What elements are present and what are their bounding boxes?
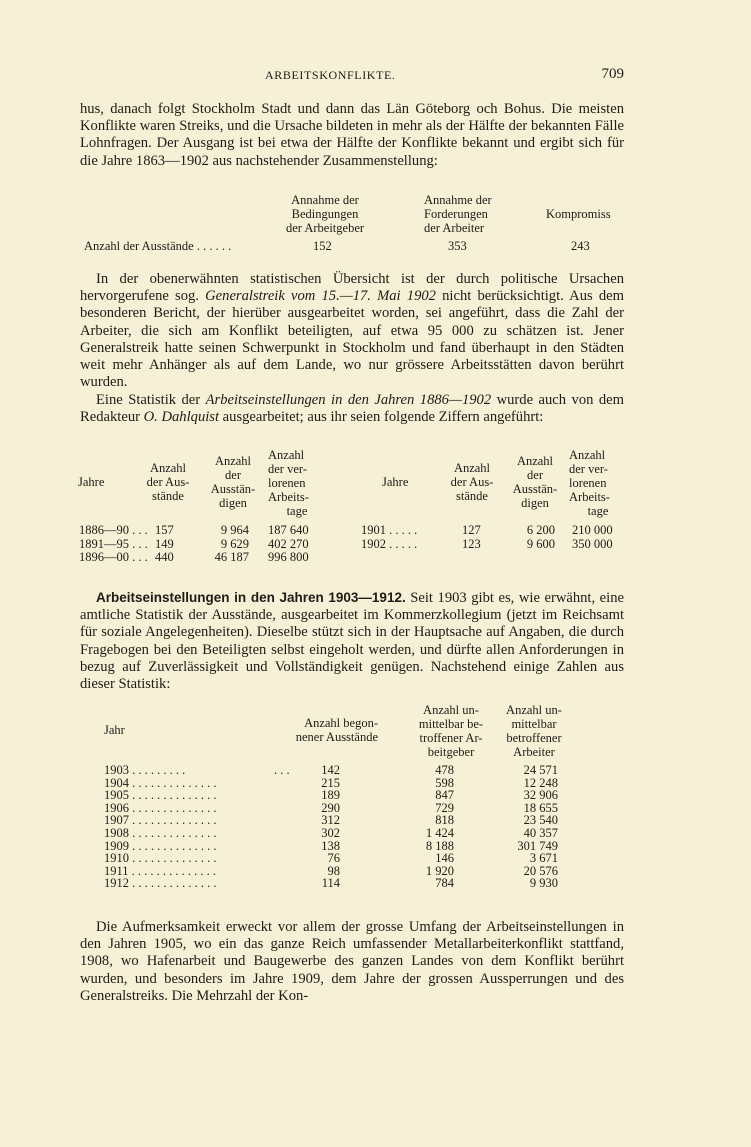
cell-arbeitgeber: 818 xyxy=(435,813,454,828)
cell-jahre: 1886—90 . . . xyxy=(79,523,148,537)
col-header-jahre-right: Jahre xyxy=(382,475,409,489)
cell-begonnene: 312 xyxy=(321,813,340,828)
cell-arbeitgeber: 1 920 xyxy=(425,863,454,878)
col-header-line: Arbeits- xyxy=(268,490,309,504)
col-header-arbeitstage-right xyxy=(569,448,627,518)
col-header-line: nener Ausstände xyxy=(295,730,378,744)
col-header-line: Arbeiter xyxy=(513,745,555,759)
cell-begonnene: 215 xyxy=(321,775,340,790)
page-header xyxy=(80,66,624,86)
col-header-line: Anzahl xyxy=(268,448,305,462)
table-row xyxy=(361,523,621,537)
strikes-left-rows xyxy=(79,523,329,563)
col-header-begonnene xyxy=(270,716,378,744)
cell-jahr: 1904 . . . . . . . . . . . . . . xyxy=(104,775,217,790)
table-row xyxy=(361,537,621,550)
cell-ausstaende: 127 xyxy=(462,523,481,537)
cell-jahre: 1896—00 . . . xyxy=(79,550,148,564)
cell-jahr: 1909 . . . . . . . . . . . . . . xyxy=(104,838,217,853)
cell-begonnene: 189 xyxy=(321,788,340,803)
col-header-line: betroffener xyxy=(506,731,562,745)
paragraph-intro xyxy=(80,101,624,170)
col-header-line: lorenen xyxy=(268,476,306,490)
col-header-line: der Arbeitgeber xyxy=(285,221,365,235)
text-run: ausgearbeitet; aus ihr seien folgende Ziffern angeführt: xyxy=(219,409,544,426)
cell-arbeiter: 40 357 xyxy=(523,825,558,840)
table-row xyxy=(104,776,564,789)
col-header-line: digen xyxy=(521,496,549,510)
page-number: 709 xyxy=(601,66,624,82)
cell-arbeitgeber: 146 xyxy=(435,851,454,866)
col-header-line: beitgeber xyxy=(427,745,475,759)
outcome-value-compromise: 243 xyxy=(571,239,590,253)
col-header-line: Annahme der xyxy=(424,193,492,207)
col-header-line: Ausstän- xyxy=(210,482,256,496)
col-header-line: der xyxy=(225,468,241,482)
outcome-col-workers xyxy=(424,193,492,235)
cell-leader-dots: . . . xyxy=(274,763,290,777)
table-row xyxy=(104,851,564,864)
cell-arbeitstage: 187 640 xyxy=(268,523,309,537)
col-header-line: mittelbar xyxy=(511,717,557,731)
cell-begonnene: 98 xyxy=(327,863,340,878)
col-header-ausstaende xyxy=(140,461,196,503)
cell-ausstaende: 123 xyxy=(462,537,481,551)
col-header-line: Forderungen xyxy=(424,207,488,221)
paragraph-intro-text: hus, danach folgt Stockholm Stadt und dann das Län Göteborg och Bohus. Die meisten Konflikte waren Streiks, und die Ursache bildeten in mehr als der Hälfte der bekannten Fälle Lohnfragen. Der Ausgang ist bei etwa der Hälfte der Konflikte bekannt und ergibt sich für die Jahre 1863—1902 aus nachstehender Zusammenstellung: xyxy=(80,101,624,169)
cell-arbeitgeber: 598 xyxy=(435,775,454,790)
cell-ausstaendige: 9 964 xyxy=(220,523,249,537)
outcome-value-workers: 353 xyxy=(448,239,467,253)
text-run: Eine Statistik der xyxy=(96,392,206,408)
cell-jahr: 1907 . . . . . . . . . . . . . . xyxy=(104,813,217,828)
table-row xyxy=(79,537,329,550)
table-row xyxy=(104,876,564,889)
cell-arbeitgeber: 1 424 xyxy=(425,825,454,840)
cell-arbeitgeber: 784 xyxy=(435,876,454,891)
col-header-line: Anzahl xyxy=(149,461,187,475)
col-header-line: lorenen xyxy=(569,476,607,490)
cell-arbeitgeber: 478 xyxy=(435,763,454,777)
col-header-line: Arbeits- xyxy=(569,490,610,504)
cell-jahre: 1901 . . . . . xyxy=(361,523,418,537)
col-header-line: digen xyxy=(219,496,247,510)
text-run: In der obenerwähnten statistischen Übersicht ist der durch politische Ursachen hervorgerufene sog. xyxy=(80,271,624,305)
cell-jahr: 1912 . . . . . . . . . . . . . . xyxy=(104,876,217,891)
col-header-line: Bedingungen xyxy=(291,207,359,221)
col-header-jahre: Jahre xyxy=(78,475,105,489)
cell-jahre: 1902 . . . . . xyxy=(361,537,418,551)
col-header-arbeiter xyxy=(494,703,574,759)
outcome-value-employer: 152 xyxy=(313,239,332,253)
cell-arbeitstage: 402 270 xyxy=(268,537,309,551)
col-header-line: tage xyxy=(587,504,609,518)
col-header-line: Anzahl xyxy=(453,461,491,475)
paragraph-statistik-1903 xyxy=(80,589,624,693)
italic-run: Generalstreik vom 15.—17. Mai 1902 xyxy=(205,288,436,305)
cell-arbeiter: 23 540 xyxy=(523,813,558,828)
cell-begonnene: 302 xyxy=(321,825,340,840)
text-run: Seit 1903 gibt es, wie erwähnt, eine amtliche Statistik der Ausstände, ausgearbeitet im Kommerzkollegium (jetzt im Reichsamt für soziale Angelegenheiten). Dieselbe stützt sich in der Hauptsache auf Angaben, die durch Fragebogen bei den Beteiligten selbst eingeholt werden, und dürfte allen Anforderungen in bezug auf Zuverlässigkeit und Vollständigkeit genügen. Nachstehend einige Zahlen aus dieser Statistik: xyxy=(80,590,624,693)
cell-arbeiter: 32 906 xyxy=(523,788,558,803)
col-header-line: Anzahl xyxy=(214,454,252,468)
table-row xyxy=(79,550,329,563)
cell-jahr: 1911 . . . . . . . . . . . . . . xyxy=(104,863,217,878)
table-row xyxy=(104,864,564,877)
italic-run: O. Dahlquist xyxy=(143,409,220,426)
italic-run: Arbeitseinstellungen in den Jahren 1886—1902 xyxy=(205,392,492,408)
cell-arbeitstage: 350 000 xyxy=(572,537,613,551)
col-header-ausstaendige xyxy=(202,454,264,510)
cell-arbeiter: 18 655 xyxy=(523,800,558,815)
table-row xyxy=(104,826,564,839)
text-run: wurde auch von dem Redakteur xyxy=(80,392,624,426)
cell-ausstaendige: 9 629 xyxy=(220,537,249,551)
col-header-line: tage xyxy=(286,504,308,518)
paragraph-dahlquist xyxy=(80,392,624,426)
col-header-arbeitgeber xyxy=(408,703,494,759)
cell-ausstaendige: 6 200 xyxy=(526,523,555,537)
col-header-line: Anzahl xyxy=(516,454,554,468)
cell-arbeiter: 301 749 xyxy=(517,838,558,853)
cell-jahr: 1910 . . . . . . . . . . . . . . xyxy=(104,851,217,866)
cell-arbeiter: 12 248 xyxy=(523,775,558,790)
col-header-jahr: Jahr xyxy=(104,723,125,737)
cell-arbeiter: 9 930 xyxy=(529,876,558,891)
table-row xyxy=(79,523,329,537)
col-header-line: stände xyxy=(152,489,184,503)
running-title: ARBEITSKONFLIKTE. xyxy=(265,68,396,82)
col-header-ausstaende-right xyxy=(444,461,500,503)
cell-arbeitgeber: 847 xyxy=(435,788,454,803)
cell-arbeiter: 24 571 xyxy=(523,763,558,777)
col-header-line: mittelbar be- xyxy=(418,717,484,731)
paragraph-aufmerksamkeit xyxy=(80,919,624,1005)
table-row xyxy=(104,839,564,852)
outcome-col-employer xyxy=(268,193,382,235)
strikes-1903-1912-rows xyxy=(104,763,564,889)
col-header-line: Ausstän- xyxy=(512,482,558,496)
col-header-line: der ver- xyxy=(268,462,307,476)
cell-jahre: 1891—95 . . . xyxy=(79,537,148,551)
col-header-line: Anzahl un- xyxy=(506,703,562,717)
col-header-line: der xyxy=(527,468,543,482)
cell-arbeitstage: 996 800 xyxy=(268,550,309,564)
table-row xyxy=(104,813,564,826)
col-header-line: stände xyxy=(456,489,488,503)
cell-jahr: 1905 . . . . . . . . . . . . . . xyxy=(104,788,217,803)
cell-jahr: 1906 . . . . . . . . . . . . . . xyxy=(104,800,217,815)
cell-jahr: 1908 . . . . . . . . . . . . . . xyxy=(104,825,217,840)
cell-begonnene: 290 xyxy=(321,800,340,815)
cell-ausstaendige: 9 600 xyxy=(526,537,555,551)
section-heading: Arbeitseinstellungen in den Jahren 1903—1912. xyxy=(96,590,406,605)
col-header-line: der ver- xyxy=(569,462,608,476)
cell-jahr: 1903 . . . . . . . . . xyxy=(104,763,186,777)
strikes-right-rows xyxy=(361,523,621,550)
outcome-col-compromise: Kompromiss xyxy=(546,207,611,221)
cell-ausstaende: 157 xyxy=(155,523,174,537)
cell-begonnene: 76 xyxy=(327,851,340,866)
col-header-line: Anzahl xyxy=(569,448,606,462)
col-header-line: Anzahl un- xyxy=(423,703,479,717)
paragraph-generalstreik xyxy=(80,271,624,391)
cell-arbeiter: 3 671 xyxy=(529,851,558,866)
table-row xyxy=(104,763,564,776)
col-header-line: der Arbeiter xyxy=(424,221,485,235)
col-header-line: der Aus- xyxy=(146,475,190,489)
table-row xyxy=(104,788,564,801)
cell-begonnene: 114 xyxy=(321,876,340,891)
cell-ausstaendige: 46 187 xyxy=(214,550,249,564)
text-run: nicht berücksichtigt. Aus dem besonderen Bericht, der hierüber ausgearbeitet worden, sei angeführt, dass die Zahl der Arbeiter, die sich am Konflikt beteiligten, auf etwa 95 000 zu schätzen ist. Jener Generalstreik hatte seinen Schwerpunkt in Stockholm und fand überhaupt in den Städten weit mehr Anhänger als auf dem Lande, wo nur grössere Arbeitsstätten davon berührt wurden. xyxy=(80,288,624,391)
col-header-line: troffener Ar- xyxy=(419,731,483,745)
col-header-line: der Aus- xyxy=(450,475,494,489)
cell-begonnene: 142 xyxy=(321,763,340,777)
outcome-row-label: Anzahl der Ausstände . . . . . . xyxy=(84,239,232,253)
paragraph-aufmerksamkeit-text: Die Aufmerksamkeit erweckt vor allem der grosse Umfang der Arbeitseinstellungen in den Jahren 1905, wo ein das ganze Reich umfassender Metallarbeiterkonflikt stattfand, 1908, wo Hafenarbeit und Baugewerbe des ganzen Landes von dem Konflikt berührt wurden, und besonders im Jahre 1909, dem Jahre der grossen Aussperrungen und des Generalstreiks. Die Mehrzahl der Kon- xyxy=(80,919,624,1004)
col-header-arbeitstage xyxy=(268,448,326,518)
cell-ausstaende: 149 xyxy=(155,537,174,551)
cell-arbeitgeber: 729 xyxy=(435,800,454,815)
col-header-ausstaendige-right xyxy=(504,454,566,510)
cell-ausstaende: 440 xyxy=(155,550,174,564)
col-header-line: Annahme der xyxy=(291,193,359,207)
cell-arbeitgeber: 8 188 xyxy=(425,838,454,853)
cell-arbeitstage: 210 000 xyxy=(572,523,613,537)
col-header-line: Anzahl begon- xyxy=(304,716,378,730)
cell-begonnene: 138 xyxy=(321,838,340,853)
table-row xyxy=(104,801,564,814)
cell-arbeiter: 20 576 xyxy=(523,863,558,878)
